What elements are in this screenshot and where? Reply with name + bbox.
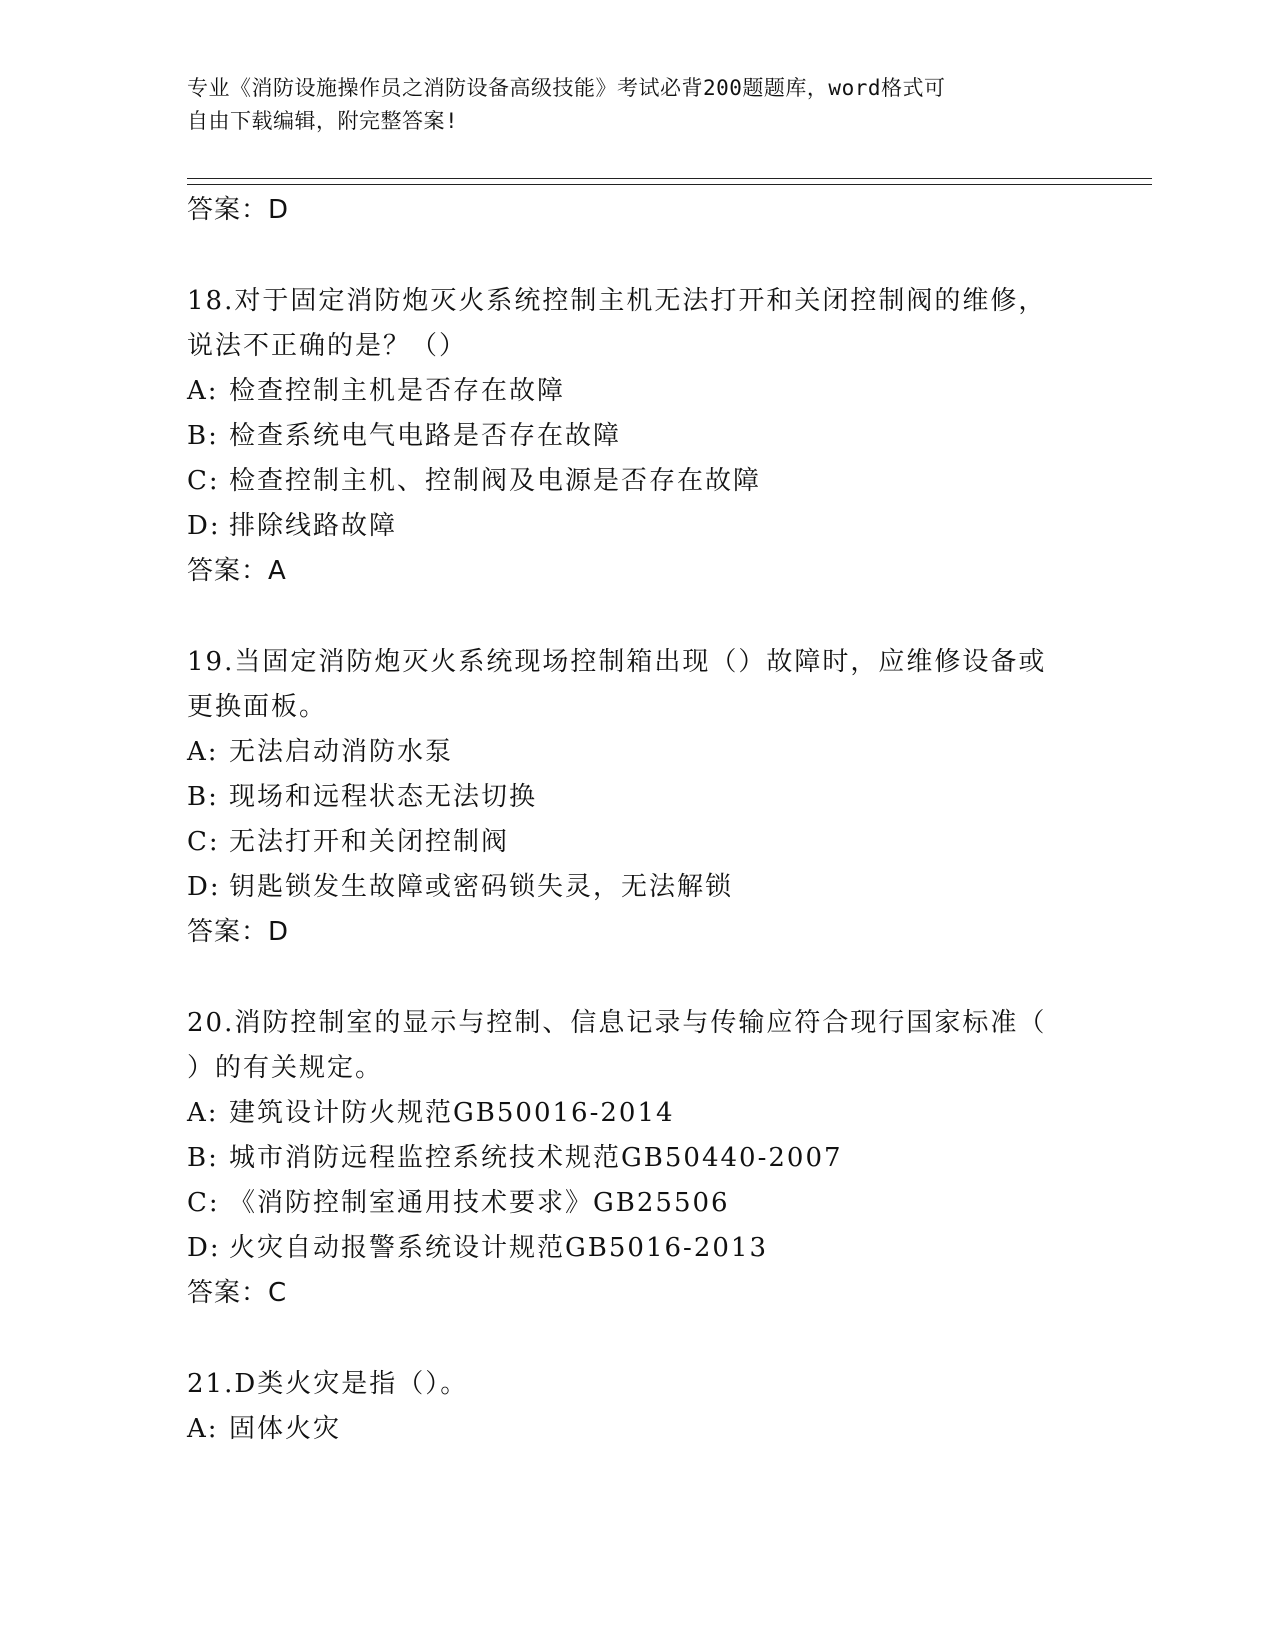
option-b [187, 414, 1127, 459]
option-text: 钥匙锁发生故障或密码锁失灵，无法解锁 [229, 872, 734, 902]
option-letter: B: [187, 782, 219, 812]
question-19 [187, 640, 1127, 955]
question-list [187, 188, 1127, 1452]
option-c [187, 1181, 1127, 1226]
option-text: 无法启动消防水泵 [229, 737, 454, 767]
option-letter: C: [187, 827, 220, 857]
question-number: 19. [187, 647, 235, 677]
answer-line [187, 910, 1127, 955]
question-18 [187, 279, 1127, 594]
answer-line [187, 549, 1127, 594]
question-number: 18. [187, 286, 235, 316]
question-stem-line-2: ）的有关规定。 [187, 1053, 384, 1083]
option-letter: A: [187, 737, 219, 767]
question-stem-line-1: 当固定消防炮灭火系统现场控制箱出现（）故障时，应维修设备或 [234, 647, 1047, 677]
option-letter: C: [187, 466, 220, 496]
question-text [187, 1362, 1127, 1407]
option-text: 检查控制主机是否存在故障 [229, 376, 566, 406]
spacer [187, 1316, 1127, 1362]
question-text [187, 640, 1127, 685]
spacer [187, 233, 1127, 279]
option-a [187, 1091, 1127, 1136]
option-letter: A: [187, 1414, 219, 1444]
option-letter: B: [187, 421, 219, 451]
option-b [187, 775, 1127, 820]
option-text: 城市消防远程监控系统技术规范GB50440-2007 [229, 1143, 843, 1173]
option-text: 检查系统电气电路是否存在故障 [229, 421, 622, 451]
answer-line [187, 1271, 1127, 1316]
option-d [187, 865, 1127, 910]
spacer [187, 594, 1127, 640]
question-text [187, 279, 1127, 324]
option-letter: A: [187, 1098, 219, 1128]
option-letter: D: [187, 511, 221, 541]
option-letter: C: [187, 1188, 220, 1218]
option-d [187, 504, 1127, 549]
option-a [187, 730, 1127, 775]
question-stem-line-1: 消防控制室的显示与控制、信息记录与传输应符合现行国家标准（ [234, 1008, 1047, 1038]
option-text: 现场和远程状态无法切换 [229, 782, 538, 812]
answer-line [187, 188, 1127, 233]
question-20 [187, 1001, 1127, 1316]
option-letter: B: [187, 1143, 219, 1173]
option-text: 《消防控制室通用技术要求》GB25506 [229, 1188, 730, 1218]
option-b [187, 1136, 1127, 1181]
answer-value: D [268, 195, 290, 225]
answer-label: 答案： [187, 195, 269, 225]
option-text: 排除线路故障 [229, 511, 398, 541]
option-text: 检查控制主机、控制阀及电源是否存在故障 [229, 466, 762, 496]
question-text [187, 1001, 1127, 1046]
header-line-2: 自由下载编辑，附完整答案! [187, 109, 459, 133]
answer-label: 答案： [187, 556, 269, 586]
answer-value: D [268, 917, 290, 947]
page-header [187, 72, 1087, 138]
question-stem-line-2: 说法不正确的是？（） [187, 331, 468, 361]
option-c [187, 820, 1127, 865]
answer-value: C [268, 1278, 288, 1308]
header-divider [187, 178, 1152, 185]
question-number: 20. [187, 1008, 235, 1038]
answer-label: 答案： [187, 917, 269, 947]
question-stem-line-2: 更换面板。 [187, 692, 328, 722]
option-letter: D: [187, 872, 221, 902]
option-text: 无法打开和关闭控制阀 [229, 827, 510, 857]
option-d [187, 1226, 1127, 1271]
option-a [187, 369, 1127, 414]
spacer [187, 955, 1127, 1001]
option-letter: D: [187, 1233, 221, 1263]
option-c [187, 459, 1127, 504]
answer-value: A [268, 556, 287, 586]
header-line-1: 专业《消防设施操作员之消防设备高级技能》考试必背200题题库，word格式可 [187, 76, 946, 100]
option-a [187, 1407, 1127, 1452]
question-stem-line-1: 对于固定消防炮灭火系统控制主机无法打开和关闭控制阀的维修， [234, 286, 1047, 316]
option-text: 固体火灾 [229, 1414, 342, 1444]
question-stem-line-1: D类火灾是指（）。 [234, 1369, 469, 1399]
option-letter: A: [187, 376, 219, 406]
answer-label: 答案： [187, 1278, 269, 1308]
question-number: 21. [187, 1369, 235, 1399]
option-text: 火灾自动报警系统设计规范GB5016-2013 [229, 1233, 768, 1263]
option-text: 建筑设计防火规范GB50016-2014 [229, 1098, 675, 1128]
question-21 [187, 1362, 1127, 1452]
